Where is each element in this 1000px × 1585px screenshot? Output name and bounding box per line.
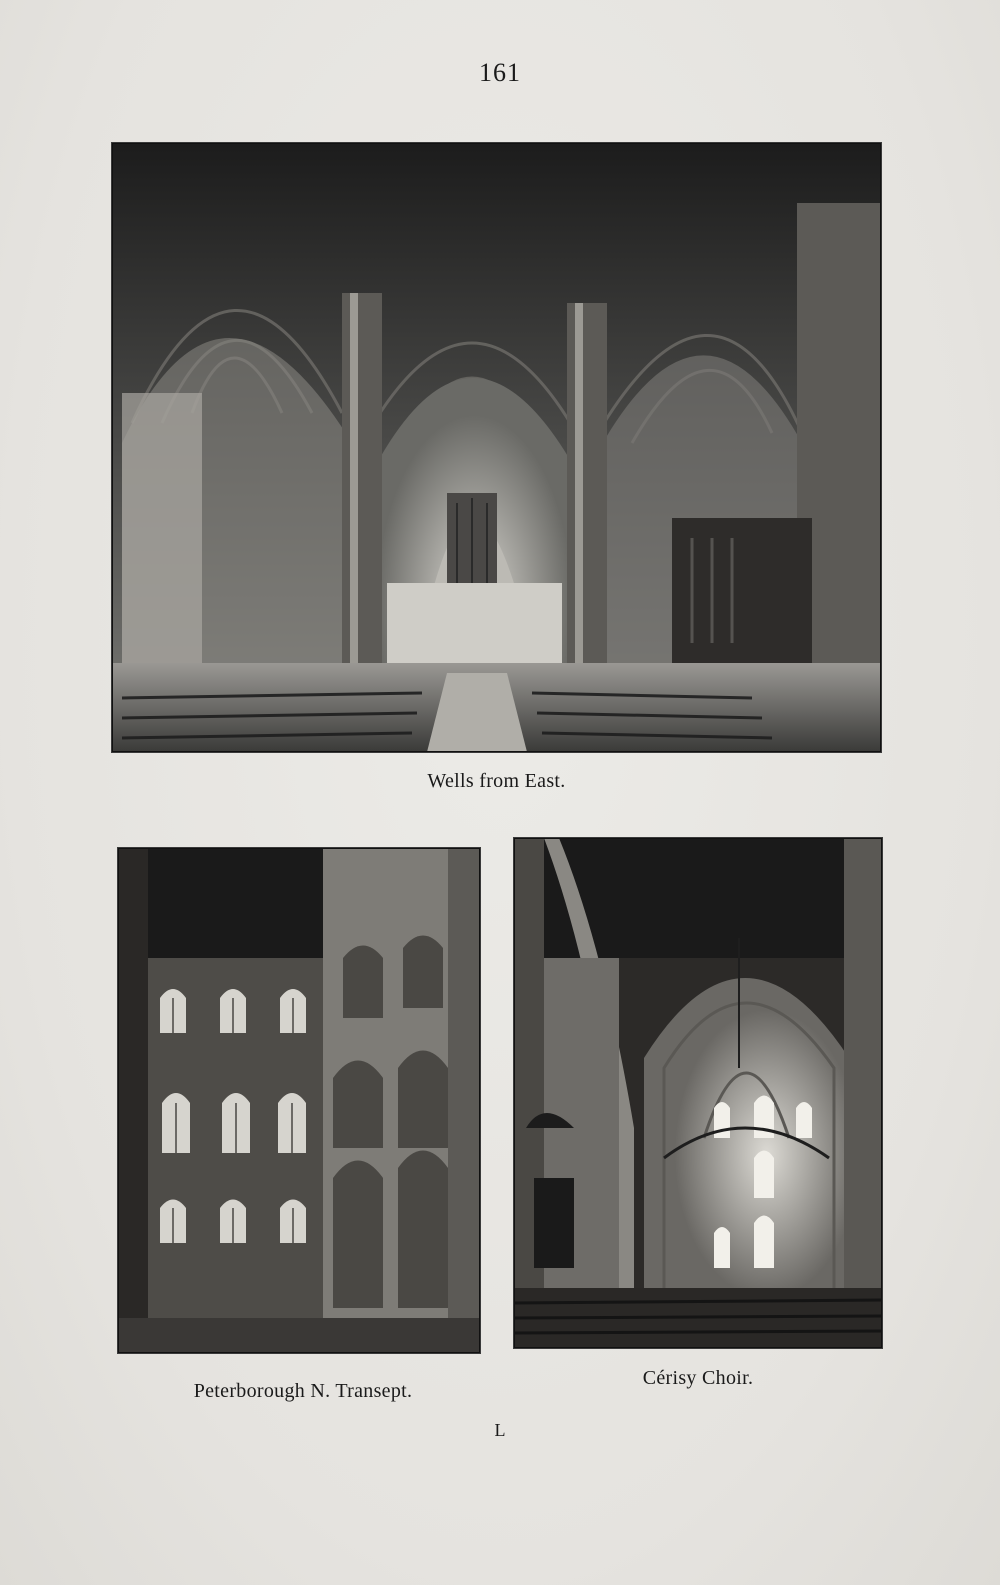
signature-mark: L (494, 1420, 506, 1440)
peterborough-photograph (118, 848, 480, 1353)
cerisy-caption: Cérisy Choir. (642, 1367, 754, 1389)
cerisy-photograph (514, 838, 882, 1348)
peterborough-caption: Peterborough N. Transept. (193, 1380, 413, 1402)
page-number: 161 (479, 58, 521, 87)
wells-photograph (112, 143, 881, 752)
wells-caption: Wells from East. (427, 770, 566, 792)
